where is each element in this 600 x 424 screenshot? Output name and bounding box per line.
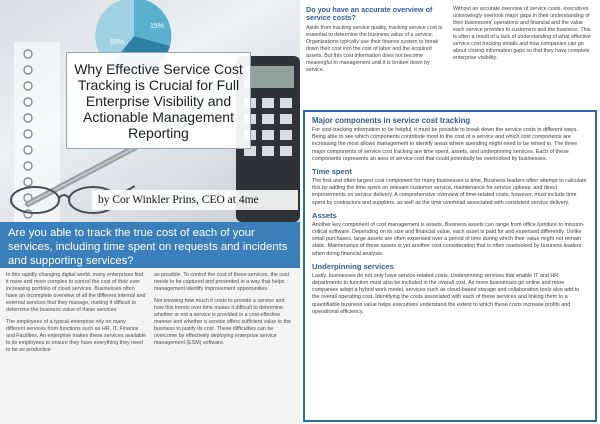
right-page bbox=[300, 0, 600, 424]
hero-image bbox=[0, 0, 300, 222]
section-heading: Major components in service cost tracking bbox=[312, 116, 471, 125]
section-body: Lastly, businesses do not only have service-related costs. Underpinning services that enable IT and HR departments to function must also be included in the overall cost. As more businesses go online and more companies adopt a hybrid work model, services such as cloud-based storage and collaboration tools also add to the overall operating cost. Identifying the costs associated with each of these services and linking them to a quantifiable business value helps executives understand the extent to which these costs increase profits and operational efficiency. bbox=[312, 272, 580, 315]
section-heading: Time spent bbox=[312, 167, 352, 177]
overview-heading: Do you have an accurate overview of service costs? bbox=[306, 5, 433, 22]
overview-column-1 bbox=[306, 6, 447, 110]
article-title-box bbox=[66, 52, 251, 149]
section-body: The first and often largest cost component for many businesses is time. Business leaders often attempt to calculate this by adding the time spent on relevant customer service, maintenance for service upkeep, and direct improvements on service delivery. A comprehensive overview of time-related costs, however, must include time spent by contractors and suppliers, as well as the time overhead associated with consistent service delivery. bbox=[312, 178, 587, 206]
section-body: Another key component of cost management is assets. Business assets can range from office furniture to mission-critical software. Depending on its size and financial value, each asset is paid for and expensed differently. Unlike small purchases, large assets are often expensed over a period of time during which their value might not remain static. Maintenance of these assets is yet another cost consideration that is often overlooked by business leaders when doing financial analysis. bbox=[312, 221, 585, 257]
chart-label-a: 15% bbox=[150, 23, 165, 30]
intro-column-1 bbox=[6, 272, 146, 424]
section-assets bbox=[312, 211, 588, 258]
paragraph: Aside from tracking service quality, tracking service cost is essential to determine the business value of a service. Organizations typically use their finance system to break down their cost into the cost of labor and the acquired assets. But this cost information does not become meaningful to management until it is broken down by service. bbox=[306, 25, 443, 73]
paragraph: as possible. To control the cost of these services, the cost needs to be captured and presented in a way that helps management identify improvement opportunities. bbox=[154, 272, 290, 292]
paragraph: Not knowing how much it costs to provide a service and how this trends over time makes it difficult to determine whether or not a service is provided in a cost-effective manner and whether a service offers sufficient value to the business to justify its cost. These difficulties can be overcome by effectively deploying enterprise service management (ESM) software. bbox=[154, 298, 292, 346]
intro-banner: Are you able to track the true cost of each of your services, including time spent on requests and incidents and supporting services? bbox=[0, 222, 300, 268]
paragraph: In this rapidly changing digital world, many enterprises find it more and more complex to control the cost of their ever increasing portfolio of cloud services. Businesses often have an incomplete overview of all the different internal and external services that they manage, making it difficult to determine the business value of these services. bbox=[6, 272, 146, 313]
components-box bbox=[303, 110, 597, 422]
section-major-components bbox=[312, 116, 588, 163]
section-underpinning-services bbox=[312, 262, 588, 316]
paragraph: Without an accurate overview of service costs, executives unknowingly overlook major gaps in their understanding of their businesses' operations and financial and the value each service provides to customers and the business. This is often a result of a lack of understanding of what effective service cost tracking entails and how companies can go about closing information gaps so that they have complete enterprise visibility. bbox=[453, 6, 591, 61]
section-time-spent bbox=[312, 167, 588, 207]
paragraph: The employees of a typical enterprise rely on many different services from functions such as HR, IT, Finance and Facilities. An enterprise makes these services available to its employees to ensure they have everything they need to be as productive bbox=[6, 319, 146, 353]
intro-column-2 bbox=[154, 272, 294, 424]
overview-columns bbox=[300, 0, 600, 110]
intro-columns bbox=[0, 268, 300, 424]
overview-column-2 bbox=[453, 6, 594, 110]
article-title: Why Effective Service Cost Tracking is Crucial for Full Enterprise Visibility and Actionable Management Reporting bbox=[74, 60, 243, 141]
author-byline: by Cor Winkler Prins, CEO at 4me bbox=[92, 190, 298, 210]
section-heading: Assets bbox=[312, 210, 337, 220]
chart-label-b: 65% bbox=[110, 39, 125, 46]
section-body: For cost-tracking information to be helpful, it must be possible to break down the service costs in different ways. Being able to see which components contribute most to the cost of a service and which cost components are increasing the most allows management to identify areas where spending might need to be reined in. The three major components of service cost tracking are time spent, assets, and underpinning services. Each of these components represents an area of service cost that could potentially be overlooked by businesses. bbox=[312, 127, 578, 162]
section-heading: Underpinning services bbox=[312, 261, 394, 271]
